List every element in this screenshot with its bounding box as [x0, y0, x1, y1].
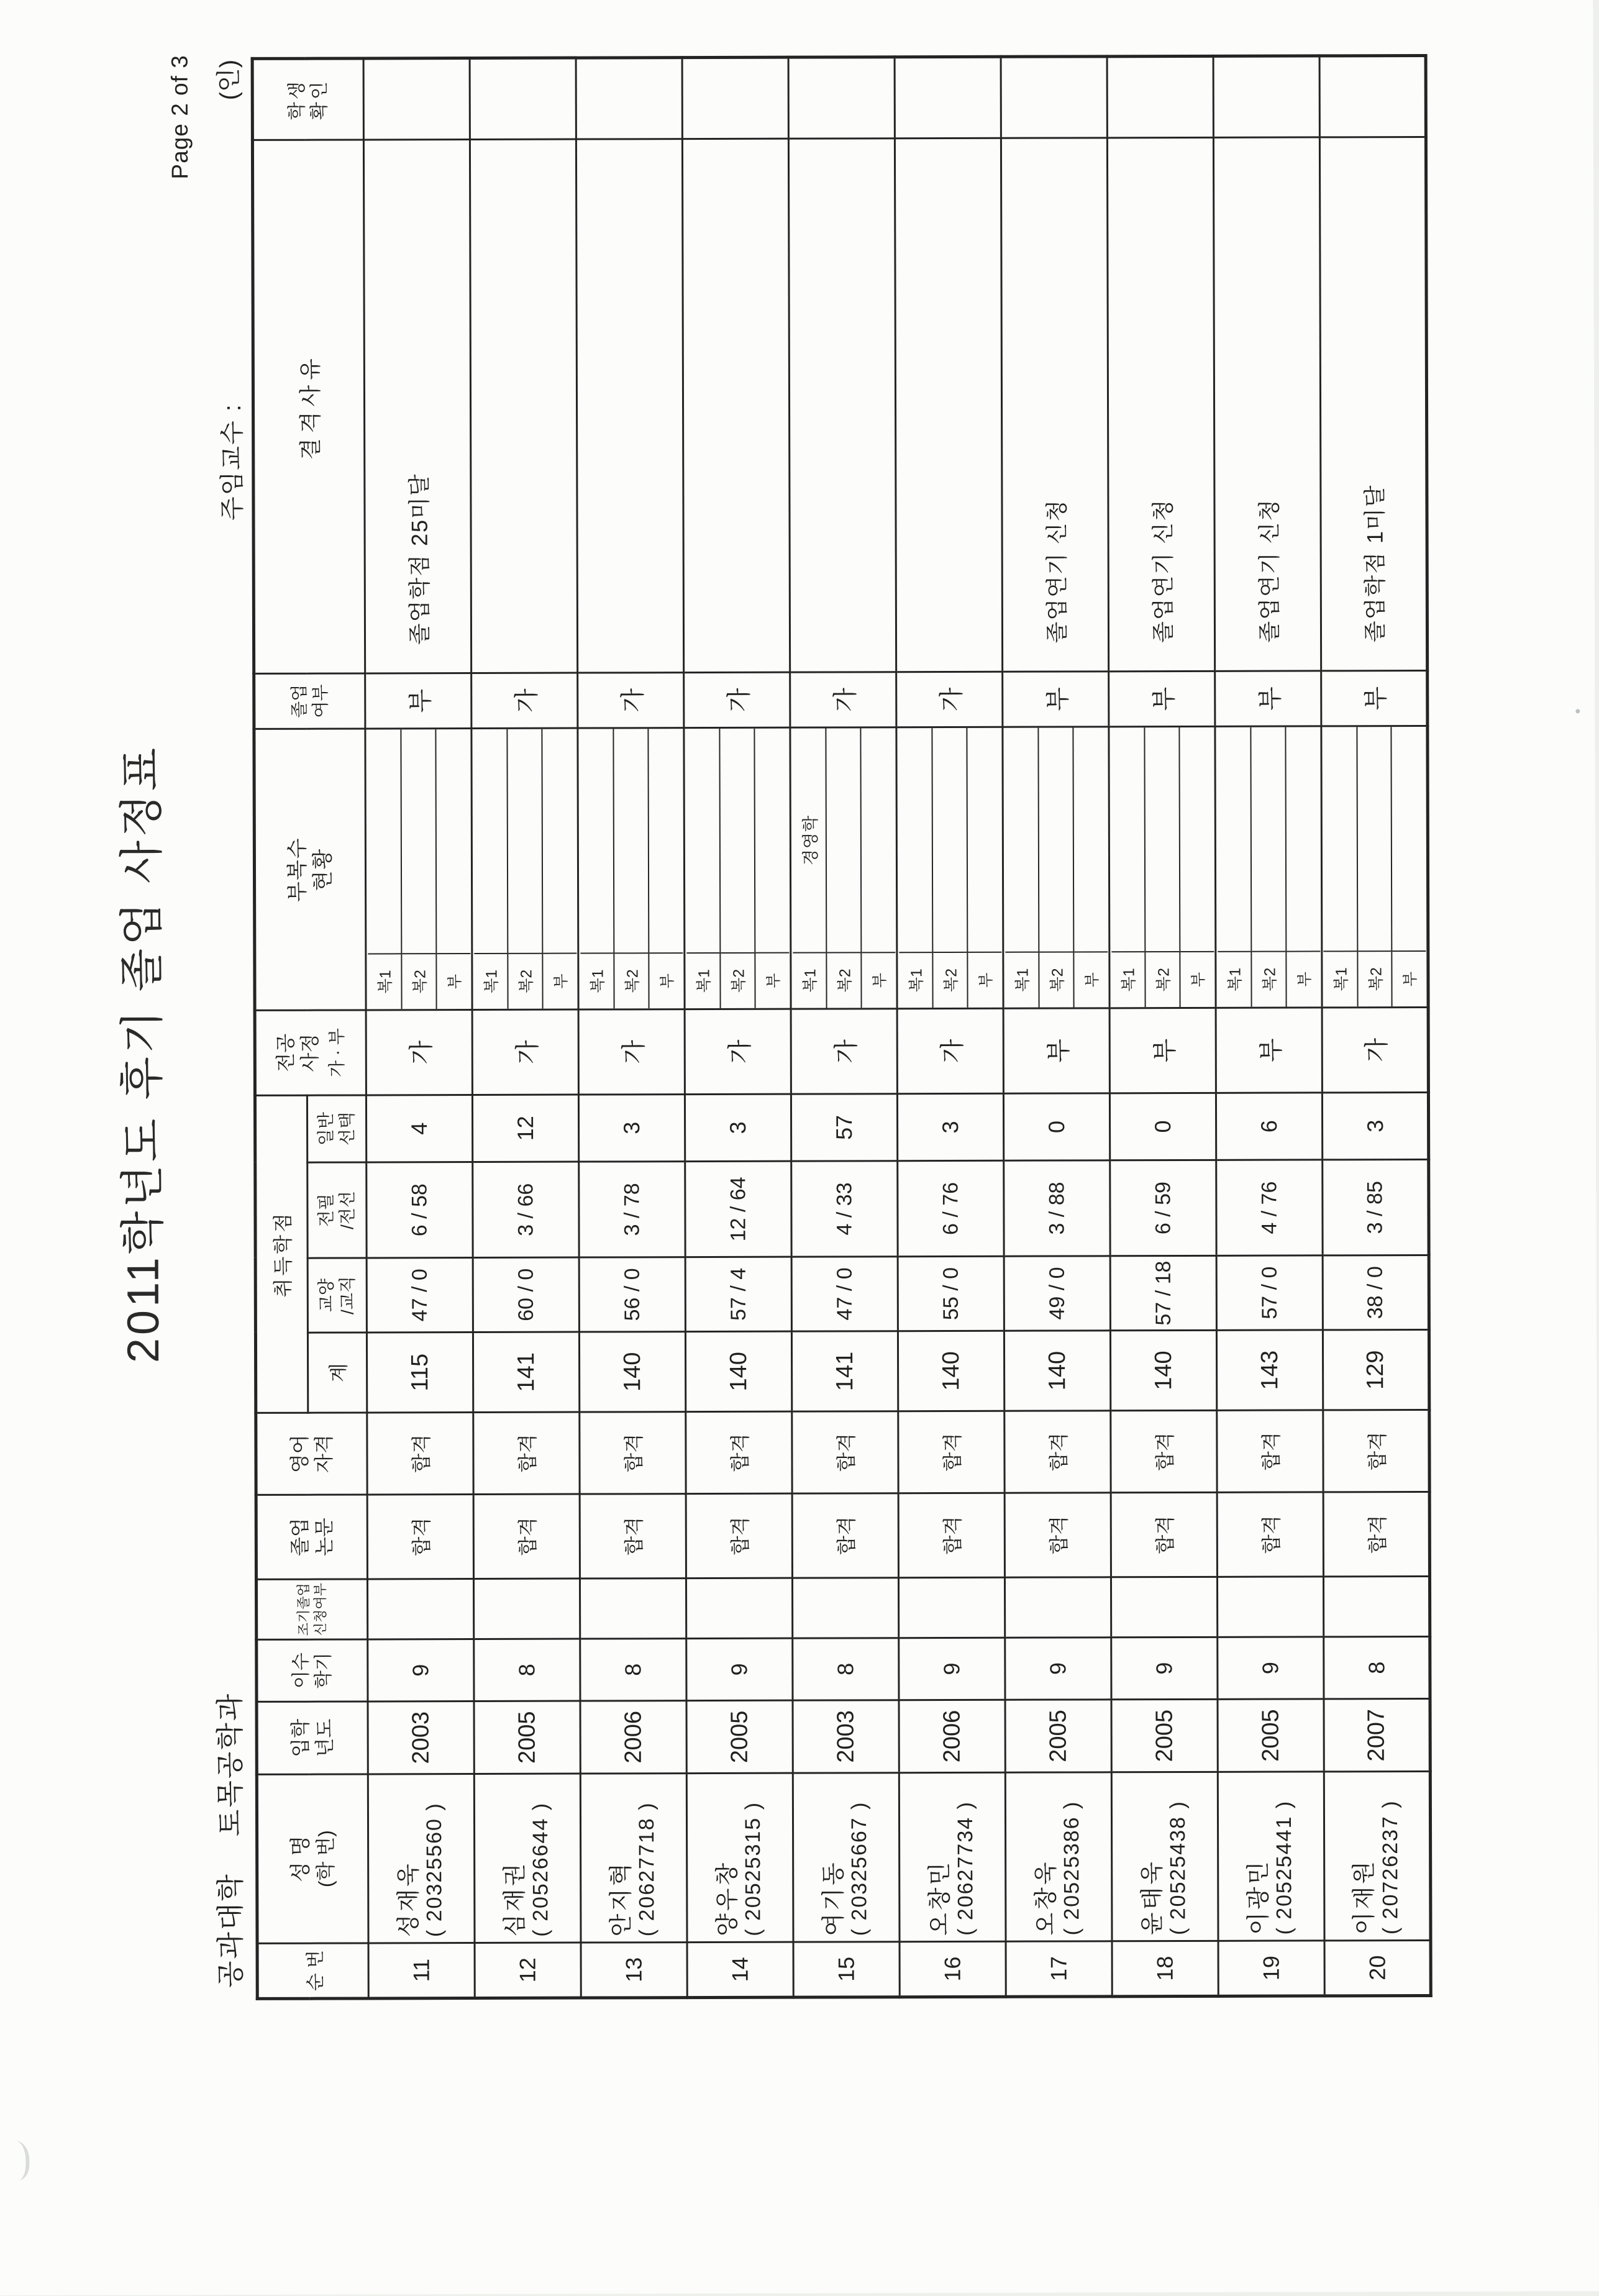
cell-name: [1111, 1772, 1218, 1941]
minor-label: 복1: [793, 952, 826, 1008]
cell-credits-total: 140: [1110, 1330, 1216, 1410]
table-row: [470, 58, 581, 1998]
cell-disqualification: [682, 139, 790, 672]
cell-name: [899, 1772, 1006, 1941]
minor-value: [686, 729, 720, 952]
cell-thesis: 합격: [898, 1493, 1004, 1577]
cell-name: [1218, 1772, 1324, 1941]
cell-admission-year: 2005: [1218, 1699, 1324, 1772]
cell-thesis: 합격: [580, 1494, 686, 1578]
cell-minor-status: [1321, 726, 1428, 1007]
minor-label: 복2: [1040, 951, 1073, 1007]
minor-value: [1111, 727, 1145, 951]
minor-label: 복2: [1146, 951, 1180, 1007]
cell-credits-total: 140: [898, 1331, 1004, 1411]
cell-semesters: 8: [1324, 1636, 1430, 1698]
cell-major-assessment: 가: [685, 1009, 791, 1094]
cell-credits-total: 141: [791, 1331, 898, 1411]
cell-graduation: 부: [1003, 672, 1109, 727]
student-name: 윤태욱: [1139, 1859, 1166, 1936]
student-name: 오창민: [926, 1859, 954, 1936]
cell-credits-major: 6 / 76: [898, 1160, 1004, 1256]
minor-value: [367, 729, 401, 953]
minor-label: 부: [755, 952, 789, 1008]
cell-admission-year: 2003: [368, 1701, 474, 1774]
minor-label: 복2: [615, 952, 649, 1008]
cell-credits-major: 3 / 85: [1323, 1159, 1429, 1255]
student-id: ( 20525315 ): [741, 1801, 765, 1936]
minor-label: 부: [543, 953, 576, 1009]
cell-early-graduation: [792, 1578, 898, 1638]
minor-label: 복1: [580, 952, 614, 1008]
minor-value: [580, 729, 614, 952]
student-name: 심재권: [501, 1861, 529, 1937]
cell-minor-status: [684, 727, 791, 1009]
cell-early-graduation: [1004, 1577, 1111, 1638]
minor-value: [1323, 727, 1357, 950]
minor-label: 부: [1074, 951, 1108, 1007]
cell-thesis: 합격: [686, 1493, 792, 1578]
cell-admission-year: 2006: [580, 1701, 686, 1774]
cell-student-confirm: [363, 58, 470, 139]
minor-value: [1392, 727, 1426, 950]
col-header-credits-group: 취득학점: [255, 1095, 308, 1413]
cell-major-assessment: 가: [1322, 1007, 1428, 1092]
minor-value: [1357, 727, 1392, 950]
minor-value: [1073, 727, 1108, 951]
cell-student-confirm: [682, 57, 788, 139]
cell-minor-status: [1215, 726, 1322, 1008]
cell-early-graduation: [367, 1578, 473, 1639]
college-department-line: [207, 1692, 248, 1988]
scan-dust-dot: [1575, 709, 1580, 713]
student-id: ( 20726237 ): [1378, 1800, 1403, 1935]
cell-no: 18: [1112, 1941, 1218, 1996]
cell-credits-major: 3 / 78: [579, 1162, 685, 1257]
student-name: 성재욱: [395, 1861, 422, 1938]
table-row: [363, 58, 475, 1998]
cell-major-assessment: 부: [1109, 1008, 1216, 1093]
col-header-english: 영어 자격: [256, 1413, 367, 1495]
cell-credits-elective: 0: [1003, 1093, 1109, 1160]
cell-credits-liberal: 47 / 0: [367, 1258, 473, 1332]
cell-semesters: 9: [1111, 1637, 1218, 1699]
cell-major-assessment: 가: [472, 1009, 578, 1095]
student-id: ( 20526644 ): [529, 1802, 553, 1937]
table-row: [895, 57, 1006, 1997]
student-name: 이광민: [1245, 1859, 1272, 1935]
cell-admission-year: 2005: [686, 1700, 793, 1773]
cell-no: 17: [1006, 1941, 1112, 1997]
cell-credits-liberal: 55 / 0: [898, 1256, 1004, 1331]
student-name: 오창욱: [1032, 1859, 1060, 1936]
cell-credits-total: 129: [1323, 1329, 1429, 1410]
minor-value: [933, 728, 967, 952]
col-header-graduation: 졸업 여부: [254, 673, 365, 729]
cell-graduation: 가: [578, 673, 684, 728]
cell-student-confirm: [470, 58, 576, 139]
table-row: [788, 57, 900, 1997]
cell-credits-total: 140: [685, 1331, 791, 1411]
cell-credits-major: 3 / 88: [1004, 1160, 1110, 1256]
cell-credits-elective: 12: [472, 1095, 578, 1162]
cell-graduation: 부: [1321, 670, 1428, 726]
cell-disqualification: [788, 139, 896, 672]
cell-thesis: 합격: [792, 1493, 898, 1578]
cell-major-assessment: 부: [1216, 1008, 1322, 1093]
cell-minor-status: [578, 728, 685, 1009]
minor-value: [473, 729, 508, 953]
minor-label: 부: [862, 952, 895, 1008]
minor-label: 복1: [1005, 952, 1039, 1008]
cell-credits-total: 140: [1004, 1331, 1110, 1411]
cell-name: [580, 1774, 687, 1943]
cell-early-graduation: [1111, 1577, 1217, 1637]
cell-credits-total: 143: [1216, 1330, 1323, 1410]
cell-graduation: 부: [365, 673, 472, 728]
cell-major-assessment: 가: [897, 1008, 1003, 1093]
page-number: Page 2 of 3: [166, 55, 193, 180]
cell-semesters: 9: [1218, 1637, 1324, 1699]
cell-semesters: 9: [368, 1639, 474, 1701]
cell-admission-year: 2007: [1324, 1698, 1430, 1771]
col-header-student-confirm: 학생 확인: [252, 58, 363, 140]
table-row: [576, 58, 687, 1998]
cell-major-assessment: 가: [791, 1009, 897, 1094]
cell-graduation: 가: [896, 672, 1003, 727]
minor-label: 복1: [474, 953, 508, 1009]
student-id: ( 20325667 ): [847, 1801, 872, 1936]
cell-credits-elective: 3: [578, 1095, 685, 1162]
col-header-minor-status: 부복수 현황: [254, 729, 366, 1010]
seal-label: (인): [215, 59, 243, 101]
cell-minor-status: [790, 727, 897, 1009]
minor-label: 복2: [1358, 950, 1392, 1006]
col-header-major-assessment: 전공 사정 가 · 부: [255, 1010, 366, 1095]
cell-credits-major: 6 / 59: [1110, 1160, 1216, 1255]
cell-credits-elective: 57: [791, 1094, 897, 1161]
minor-value: [721, 729, 755, 952]
cell-name: [474, 1774, 581, 1943]
student-id: ( 20525386 ): [1060, 1800, 1084, 1936]
cell-minor-status: [472, 728, 578, 1009]
cell-student-confirm: [1319, 55, 1426, 137]
col-header-credits-liberal: 교양 /교직: [308, 1258, 367, 1332]
cell-no: 14: [687, 1942, 793, 1997]
cell-no: 11: [368, 1943, 475, 1998]
cell-credits-liberal: 49 / 0: [1004, 1256, 1110, 1331]
cell-credits-major: 12 / 64: [685, 1161, 791, 1257]
cell-thesis: 합격: [1217, 1492, 1323, 1577]
cell-semesters: 8: [793, 1638, 899, 1700]
minor-label: 부: [1287, 950, 1320, 1006]
minor-value: 경영학: [801, 814, 820, 866]
student-id: ( 20325560 ): [422, 1802, 447, 1938]
minor-label: 복1: [1111, 951, 1145, 1007]
cell-credits-liberal: 56 / 0: [579, 1257, 685, 1332]
cell-credits-elective: 4: [366, 1095, 472, 1162]
cell-english: 합격: [686, 1411, 792, 1493]
student-id: ( 20627718 ): [635, 1802, 659, 1937]
cell-thesis: 합격: [1323, 1492, 1429, 1576]
minor-label: 복2: [509, 953, 542, 1009]
cell-semesters: 9: [899, 1638, 1005, 1700]
minor-value: [402, 729, 436, 953]
department-label: 토목공학과: [214, 1692, 247, 1837]
col-header-semesters: 이수 학기: [257, 1639, 368, 1702]
cell-english: 합격: [1323, 1410, 1429, 1492]
minor-value: [436, 729, 470, 953]
student-name: 양우창: [714, 1860, 741, 1936]
cell-credits-elective: 3: [1322, 1092, 1428, 1159]
cell-admission-year: 2005: [474, 1701, 580, 1774]
cell-no: 12: [475, 1943, 581, 1998]
cell-disqualification: [470, 139, 577, 673]
cell-thesis: 합격: [1111, 1492, 1217, 1577]
cell-name: [793, 1773, 900, 1942]
cell-semesters: 9: [686, 1638, 793, 1700]
cell-credits-elective: 0: [1109, 1093, 1216, 1160]
cell-student-confirm: [576, 58, 682, 139]
cell-thesis: 합격: [367, 1495, 473, 1579]
minor-label: 복2: [403, 953, 436, 1009]
col-header-admission-year: 입학 년도: [257, 1702, 368, 1774]
cell-admission-year: 2003: [793, 1700, 899, 1773]
graduation-assessment-table: [251, 54, 1433, 2000]
minor-label: 복2: [827, 952, 861, 1008]
table-row: [1213, 56, 1324, 1996]
cell-disqualification: 졸업연기 신청: [1107, 137, 1214, 671]
cell-credits-major: 4 / 76: [1216, 1160, 1323, 1255]
student-id: ( 20627734 ): [954, 1801, 978, 1936]
col-header-credits-total: 계: [308, 1332, 367, 1413]
minor-label: 복2: [934, 952, 967, 1008]
cell-admission-year: 2005: [1005, 1700, 1111, 1772]
table-row: [1107, 56, 1218, 1996]
cell-name: [1005, 1772, 1112, 1941]
minor-value: [614, 729, 649, 952]
cell-credits-major: 6 / 58: [367, 1162, 473, 1258]
cell-semesters: 8: [580, 1639, 686, 1701]
minor-value: [967, 728, 1001, 952]
cell-disqualification: 졸업학점 25미달: [363, 139, 471, 673]
cell-early-graduation: [898, 1577, 1004, 1638]
table-row: [1001, 57, 1112, 1997]
cell-credits-liberal: 60 / 0: [473, 1257, 579, 1332]
cell-credits-elective: 3: [685, 1094, 791, 1161]
cell-disqualification: 졸업연기 신청: [1001, 138, 1108, 672]
student-name: 이재원: [1351, 1859, 1378, 1935]
cell-no: 13: [581, 1943, 687, 1998]
cell-minor-status: [896, 727, 1003, 1008]
cell-disqualification: 졸업연기 신청: [1213, 137, 1321, 671]
cell-disqualification: [895, 138, 1002, 672]
col-header-credits-major: 전필 /전선: [308, 1162, 367, 1258]
cell-early-graduation: [473, 1578, 580, 1639]
minor-label: 부: [437, 953, 470, 1009]
minor-label: 복1: [368, 953, 401, 1009]
cell-no: 15: [793, 1942, 900, 1997]
cell-major-assessment: 부: [1003, 1008, 1109, 1093]
cell-no: 19: [1218, 1941, 1324, 1996]
student-name: 안지혁: [608, 1861, 635, 1937]
cell-credits-total: 141: [473, 1332, 579, 1412]
cell-english: 합격: [473, 1412, 580, 1494]
minor-label: 복1: [686, 952, 720, 1008]
minor-label: 복1: [899, 952, 932, 1008]
cell-credits-elective: 6: [1216, 1093, 1322, 1160]
cell-credits-major: 3 / 66: [473, 1162, 579, 1257]
cell-name: [686, 1773, 793, 1942]
cell-early-graduation: [580, 1578, 686, 1639]
col-header-credits-elective: 일반 선택: [307, 1095, 366, 1162]
cell-graduation: 가: [472, 673, 578, 728]
cell-credits-liberal: 57 / 18: [1110, 1255, 1216, 1330]
cell-student-confirm: [1213, 56, 1319, 137]
cell-english: 합격: [1004, 1411, 1111, 1493]
cell-semesters: 9: [1005, 1638, 1111, 1700]
cell-english: 합격: [898, 1411, 1004, 1493]
cell-minor-status: [365, 728, 472, 1009]
minor-value: [649, 729, 683, 952]
cell-early-graduation: [1323, 1576, 1429, 1636]
cell-disqualification: 졸업학점 1미달: [1319, 137, 1427, 670]
minor-value: [827, 728, 861, 952]
cell-student-confirm: [1107, 56, 1213, 137]
col-header-thesis: 졸업 논문: [256, 1495, 367, 1579]
cell-english: 합격: [580, 1412, 686, 1494]
cell-graduation: 가: [684, 672, 790, 727]
cell-no: 20: [1324, 1940, 1431, 1995]
cell-english: 합격: [792, 1411, 898, 1493]
cell-thesis: 합격: [1004, 1493, 1111, 1577]
cell-credits-liberal: 57 / 4: [685, 1257, 791, 1331]
cell-student-confirm: [895, 57, 1001, 138]
minor-label: 부: [1393, 950, 1426, 1006]
cell-admission-year: 2006: [899, 1700, 1005, 1772]
cell-credits-total: 115: [367, 1332, 473, 1413]
cell-no: 16: [900, 1941, 1006, 1997]
minor-value: [861, 728, 895, 952]
advisor-label: 주임교수 :: [219, 403, 247, 521]
cell-disqualification: [576, 139, 683, 673]
col-header-name: 성 명 (학 번): [257, 1774, 368, 1943]
minor-label: 부: [649, 952, 683, 1008]
cell-credits-total: 140: [579, 1332, 685, 1412]
cell-graduation: 부: [1109, 671, 1215, 726]
scan-smudge-mark: [1, 2141, 29, 2180]
col-header-early-graduation: 조기졸업 신청여부: [256, 1579, 367, 1639]
page-title: 2011학년도 후기 졸업 사정표: [117, 744, 169, 1364]
cell-name: [368, 1774, 475, 1943]
cell-graduation: 부: [1215, 671, 1321, 726]
cell-credits-elective: 3: [897, 1093, 1003, 1160]
student-name: 여기동: [820, 1860, 847, 1936]
cell-credits-liberal: 57 / 0: [1216, 1255, 1323, 1330]
minor-value: [1252, 727, 1286, 951]
minor-value: [755, 729, 789, 952]
col-header-disqualification: 결격사유: [252, 140, 365, 673]
cell-name: [1324, 1771, 1431, 1940]
cell-semesters: 8: [474, 1639, 580, 1701]
cell-graduation: 가: [790, 672, 896, 727]
minor-value: [1039, 727, 1073, 951]
minor-value: [1004, 728, 1039, 952]
college-label: 공과대학: [214, 1872, 247, 1988]
cell-early-graduation: [686, 1578, 792, 1638]
minor-value: [898, 728, 932, 952]
cell-major-assessment: 가: [578, 1009, 685, 1095]
minor-value: [542, 729, 576, 953]
col-header-no: 순 번: [257, 1943, 368, 1998]
minor-label: 복1: [1323, 950, 1357, 1006]
cell-admission-year: 2005: [1111, 1699, 1218, 1772]
minor-label: 부: [1180, 951, 1214, 1007]
cell-major-assessment: 가: [366, 1009, 472, 1095]
minor-value: [1146, 727, 1180, 951]
cell-credits-liberal: 47 / 0: [791, 1257, 898, 1331]
cell-english: 합격: [1111, 1410, 1217, 1492]
cell-credits-liberal: 38 / 0: [1323, 1255, 1429, 1329]
cell-english: 합격: [1217, 1410, 1323, 1492]
minor-label: 복1: [1218, 951, 1251, 1007]
cell-thesis: 합격: [473, 1494, 580, 1578]
minor-value: [508, 729, 542, 953]
minor-label: 복2: [1252, 951, 1286, 1007]
table-row: [682, 57, 793, 1997]
cell-minor-status: [1003, 727, 1109, 1008]
minor-value: [1217, 727, 1251, 951]
cell-early-graduation: [1217, 1577, 1323, 1637]
table-row: [1319, 55, 1431, 1995]
student-id: ( 20525441 ): [1272, 1800, 1296, 1935]
minor-value: [1180, 727, 1214, 951]
minor-label: 복2: [721, 952, 755, 1008]
cell-student-confirm: [788, 57, 895, 139]
cell-minor-status: [1109, 726, 1216, 1008]
cell-credits-major: 4 / 33: [791, 1161, 898, 1257]
minor-label: 부: [968, 952, 1001, 1008]
cell-english: 합격: [367, 1413, 473, 1495]
minor-value: [1286, 727, 1320, 950]
cell-student-confirm: [1001, 57, 1107, 138]
student-id: ( 20525438 ): [1166, 1800, 1190, 1936]
